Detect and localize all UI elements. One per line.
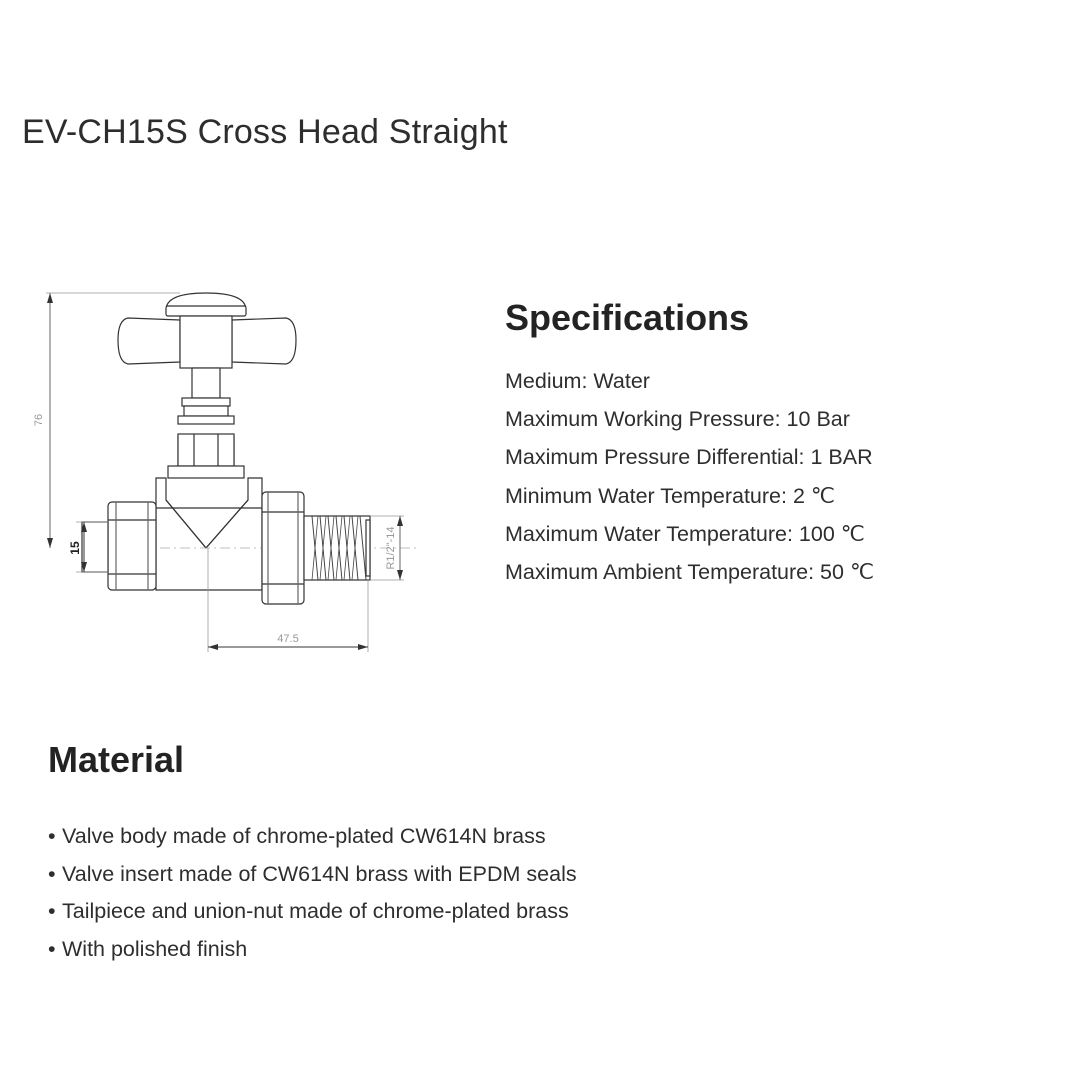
height-dimension-label: 76 [33,413,45,427]
length-dimension-label: 47.5 [277,633,299,645]
thread-dimension-label: R1/2"-14 [385,526,397,570]
material-heading: Material [48,739,185,780]
list-item [48,931,1048,969]
valve-technical-drawing [0,270,460,670]
material-item-text: Valve insert made of CW614N brass with EPDM seals [62,861,577,886]
spec-item-ambient-temperature: Maximum Ambient Temperature: 50 ℃ [505,560,875,585]
spec-item-min-temperature: Minimum Water Temperature: 2 ℃ [505,483,836,508]
bullet-icon: • [48,861,56,886]
material-item-text: With polished finish [62,937,248,962]
bullet-icon: • [48,824,56,848]
list-item [48,818,1048,856]
specifications-heading: Specifications [505,297,750,338]
material-item-text: Tailpiece and union-nut made of chrome-plated brass [62,899,569,924]
page-title: EV-CH15S Cross Head Straight [22,113,508,151]
spec-item-max-temperature: Maximum Water Temperature: 100 ℃ [505,521,865,546]
spec-item-medium: Medium: Water [505,369,650,393]
spec-item-pressure-differential: Maximum Pressure Differential: 1 BAR [505,445,873,470]
spec-item-max-pressure: Maximum Working Pressure: 10 Bar [505,407,850,432]
bullet-icon: • [48,937,56,962]
material-item-text: Valve body made of chrome-plated CW614N brass [62,824,546,848]
bullet-icon: • [48,899,56,924]
material-list [48,818,1048,969]
specifications-list [505,362,1065,591]
pipe-dimension-label: 15 [68,541,82,555]
list-item [48,893,1048,931]
specifications-section [505,296,1065,591]
material-section [48,738,1048,969]
list-item [48,856,1048,894]
